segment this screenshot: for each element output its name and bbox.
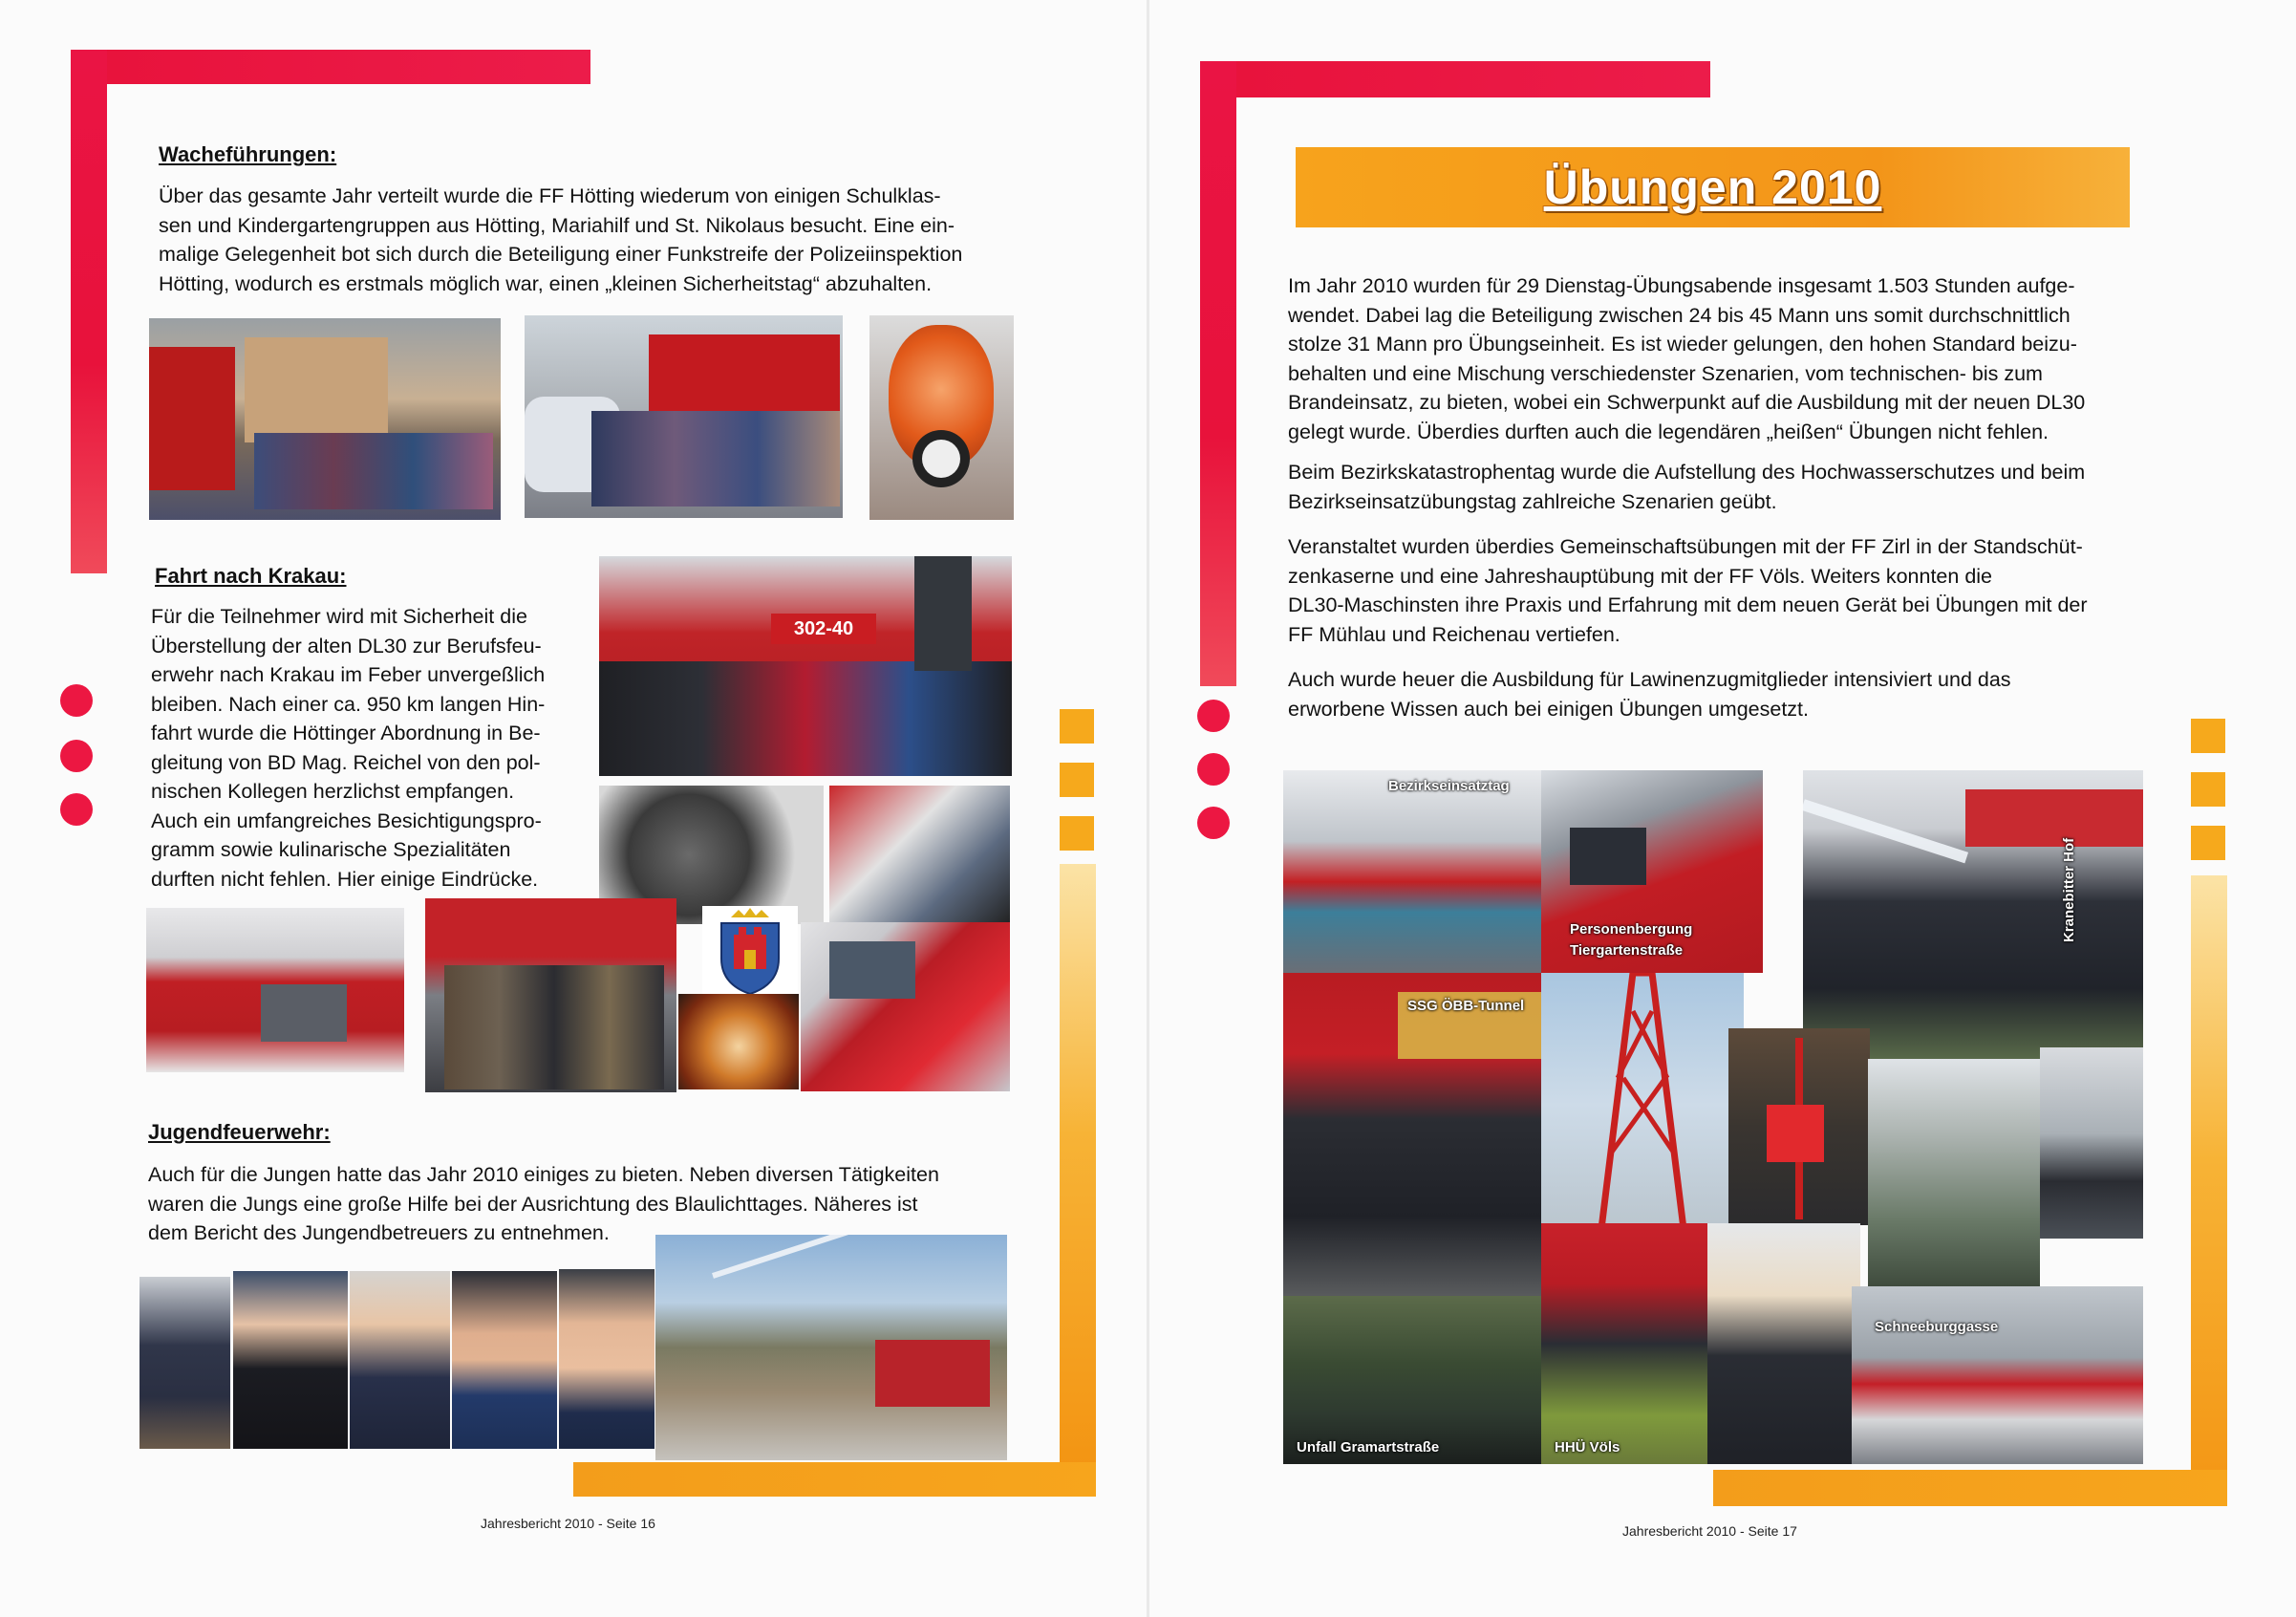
photo-ladder-rescue [1728, 1028, 1870, 1225]
top-red-bar [1200, 61, 1710, 97]
section-heading-jugendfeuerwehr: Jugendfeuerwehr: [148, 1120, 331, 1144]
photo-smoke-exercise [1868, 1059, 2040, 1288]
orange-square [2191, 826, 2225, 860]
red-dot [60, 793, 93, 826]
red-dot [60, 684, 93, 717]
photo-personenbergung [1541, 770, 1763, 973]
page-left [0, 0, 1147, 1617]
photo-ladder-tower [1541, 973, 1744, 1237]
right-orange-bar [1060, 864, 1096, 1464]
uebungen-paragraph-1: Im Jahr 2010 wurden für 29 Dienstag-Übungsabende insgesamt 1.503 Stunden aufge- wendet. Dabei lag die Beteiligung zwischen 24 bis 45 Mann uns somit durchschnittlich stolze 31 Mann pro Übungseinheit. Es ist wieder gelungen, den hohen Standard beizu- behalten und eine Mischung verschiedenster Szenarien, vom technischen- bis zum Brandeinsatz, zu bieten, wobei ein Schwerpunkt auf die Ausbildung mit der neuen DL30 gelegt wurde. Überdies durften auch die legendären „heißen“ Übungen nicht fehlen. [1288, 274, 2086, 443]
krakau-crest-image [702, 906, 798, 997]
photo-helmet-firefighter [1707, 1223, 1860, 1464]
caption-ssg-oebb-tunnel: SSG ÖBB-Tunnel [1407, 998, 1525, 1014]
photo-youth-5 [559, 1269, 654, 1449]
photo-school-visit [149, 318, 501, 520]
caption-bezirkseinsatztag: Bezirkseinsatztag [1388, 778, 1510, 794]
top-red-bar [71, 50, 590, 84]
krakau-text: Für die Teilnehmer wird mit Sicherheit die Überstellung der alten DL30 zur Berufsfeu- erwehr nach Krakau im Feber unvergeßlich bleiben. Nach einer ca. 950 km langen Hin- fahrt wurde die Höttinger Abordnung in Be- gleitung von BD Mag. Reichel von den pol- nischen Kollegen herzlichst empfangen. Auch ein umfangreiches Besichtigungspro- gramm sowie kulinarische Spezialitäten durften nicht fehlen. Hier einige Eindrücke. [151, 605, 546, 891]
caption-schneeburggasse: Schneeburggasse [1875, 1319, 1999, 1335]
photo-scania-truck [146, 908, 404, 1072]
photo-food [678, 994, 799, 1089]
left-red-bar [71, 50, 107, 573]
photo-driver-cab [829, 786, 1010, 924]
photo-youth-1 [139, 1277, 230, 1449]
caption-unfall-gramartstrasse: Unfall Gramartstraße [1297, 1439, 1440, 1455]
red-dot [1197, 753, 1230, 786]
tower-illustration [1541, 973, 1744, 1237]
photo-krakau-group [599, 556, 1012, 776]
photo-building-small [2040, 1047, 2143, 1239]
section-heading-krakau: Fahrt nach Krakau: [155, 564, 347, 588]
left-red-bar [1200, 61, 1236, 686]
page-footer-right: Jahresbericht 2010 - Seite 17 [1622, 1523, 1797, 1539]
photo-fire-engine-front [801, 922, 1010, 1091]
orange-square [1060, 709, 1094, 744]
uebungen-paragraph-4: Auch wurde heuer die Ausbildung für Lawinenzugmitglieder intensiviert und das erworbene Wissen auch bei einigen Übungen umgesetzt. [1288, 668, 2011, 721]
photo-gas-mask [869, 315, 1014, 520]
photo-youth-2 [233, 1271, 348, 1449]
photo-youth-3 [350, 1271, 450, 1449]
orange-square [1060, 816, 1094, 851]
photo-kranebitter-hof [1803, 770, 2143, 1062]
red-dot [60, 740, 93, 772]
caption-hhue-voels: HHÜ Völs [1555, 1439, 1620, 1455]
orange-square [1060, 763, 1094, 797]
wachefuehrungen-text: Über das gesamte Jahr verteilt wurde die FF Hötting wiederum von einigen Schulklas- sen und Kindergartengruppen aus Hötting, Mariahilf und St. Nikolaus besucht. Eine ein- malige Gelegenheit bot sich durch die Beteiligung einer Funkstreife der Polizeiinspektion Hötting, wodurch es erstmals möglich war, einen „kleinen Sicherheitstag“ abzuhalten. [159, 184, 963, 295]
right-orange-bar [2191, 875, 2227, 1506]
page-right [1149, 0, 2296, 1617]
red-dot [1197, 807, 1230, 839]
photo-police-car-group [525, 315, 843, 518]
orange-square [2191, 719, 2225, 753]
orange-square [2191, 772, 2225, 807]
photo-youth-4 [452, 1271, 557, 1449]
truck-marking: 302-40 [771, 614, 876, 644]
photo-officials [425, 898, 676, 1092]
page-title: Übungen 2010 [1543, 161, 1882, 214]
uebungen-paragraph-2: Beim Bezirkskatastrophentag wurde die Aufstellung des Hochwasserschutzes und beim Bezirkseinsatzübungstag zahlreiche Szenarien geübt. [1288, 461, 2086, 513]
photo-unfall-gramartstrasse [1283, 1296, 1541, 1464]
photo-youth-hose-exercise [655, 1235, 1007, 1460]
caption-personenbergung-2: Tiergartenstraße [1570, 942, 1684, 959]
red-dot [1197, 700, 1230, 732]
photo-schneeburggasse [1852, 1286, 2143, 1464]
bottom-orange-bar [1713, 1470, 2227, 1506]
bottom-orange-bar [573, 1462, 1096, 1497]
caption-personenbergung-1: Personenbergung [1570, 921, 1693, 938]
caption-kranebitter-hof: Kranebitter Hof [2061, 837, 2077, 942]
photo-ssg-oebb-tunnel [1283, 973, 1541, 1298]
title-banner [1296, 147, 2130, 227]
photo-bezirkseinsatztag [1283, 770, 1541, 973]
page-footer-left: Jahresbericht 2010 - Seite 16 [481, 1516, 655, 1531]
photo-hhue-voels [1541, 1223, 1709, 1464]
section-heading-wachefuehrungen: Wacheführungen: [159, 142, 337, 166]
uebungen-paragraph-3: Veranstaltet wurden überdies Gemeinschaftsübungen mit der FF Zirl in der Standschüt- zenkaserne und eine Jahreshauptübung mit der FF Völs. Weiters konnten die DL30-Maschinsten ihre Praxis und Erfahrung mit dem neuen Gerät bei Übungen mit der FF Mühlau und Reichenau vertiefen. [1288, 535, 2088, 646]
jugendfeuerwehr-text: Auch für die Jungen hatte das Jahr 2010 einiges zu bieten. Neben diversen Tätigkeiten waren die Jungs eine große Hilfe bei der Ausrichtung des Blaulichttages. Näheres ist dem Bericht des Jungendbetreuers zu entnehmen. [148, 1163, 939, 1244]
